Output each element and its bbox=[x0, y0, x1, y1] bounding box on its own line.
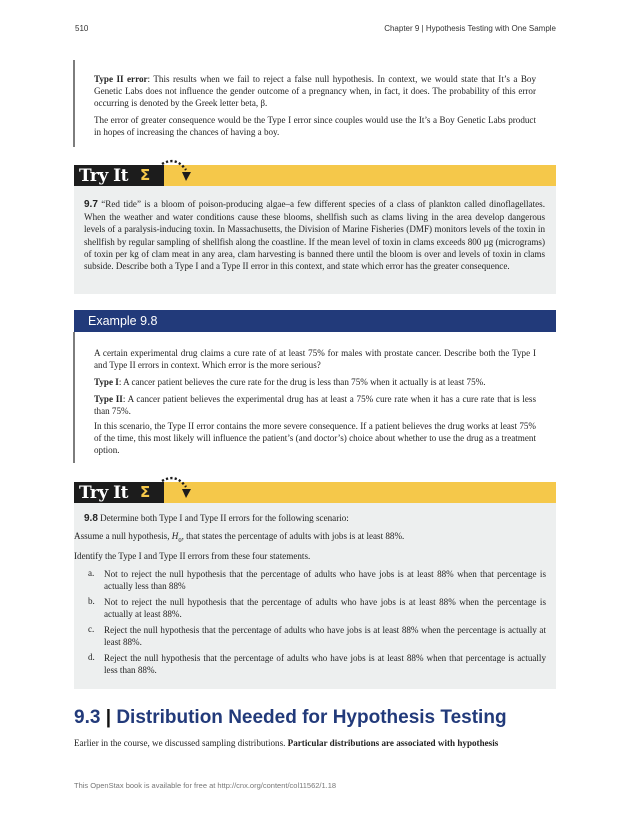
type2-definition: Type II error: This results when we fail to reject a false null hypothesis. In context, we would state that It’s a Boy Genetic Labs does not influence the gender outcome of a pregnancy when, in fact, it does. The probability of this error occurring is denoted by the Greek letter beta, β. bbox=[94, 74, 536, 109]
example-type2: Type II: A cancer patient believes the experimental drug has at least a 75% cure rate when it has a cure rate that is less than 75%. bbox=[94, 394, 536, 417]
example-title: Example 9.8 bbox=[88, 314, 158, 328]
exercise-9-8-prompt: 9.8 Determine both Type I and Type II errors for the following scenario: bbox=[84, 513, 349, 524]
identify-instruction: Identify the Type I and Type II errors from these four statements. bbox=[74, 551, 311, 561]
list-letter-a: a. bbox=[88, 568, 95, 578]
list-letter-c: c. bbox=[88, 624, 95, 634]
example-intro: A certain experimental drug claims a cure rate of at least 75% for males with prostate cancer. Describe both the Type I and Type II errors in context. Which error is the more serious? bbox=[94, 348, 536, 371]
try-it-label: Try It Σ bbox=[74, 165, 164, 186]
null-hypothesis-statement: Assume a null hypothesis, $H_0$, that states the percentage of adults with jobs is at least 88%. bbox=[74, 531, 405, 544]
exercise-9-7: 9.7 “Red tide” is a bloom of poison-producing algae–a few different species of a class of plankton called dinoflagellates. When the weather and water conditions cause these blooms, shellfish such as clams living in the area develop dangerous levels of a paralysis-inducing toxin. In Massachusetts, the Division of Marine Fisheries (DMF) monitors levels of the toxin in shellfish by regular sampling of shellfish along the coastline. If the mean level of toxin in clams exceeds 800 μg (micrograms) of toxin per kg of clam meat in any area, clam harvesting is banned there until the bloom is over and levels of toxin in clams subside. Describe both a Type I and a Type II error in this context, and state which error has the greater consequence. bbox=[84, 199, 545, 272]
example-left-rule bbox=[73, 332, 75, 463]
section-intro: Earlier in the course, we discussed sampling distributions. Particular distributions are associated with hypothesis bbox=[74, 738, 499, 748]
footer: This OpenStax book is available for free at http://cnx.org/content/col11562/1.18 bbox=[74, 781, 337, 790]
example-header bbox=[74, 310, 556, 332]
dotted-arrow-icon bbox=[158, 156, 194, 186]
section-heading: 9.3 | Distribution Needed for Hypothesis Testing bbox=[74, 707, 507, 728]
example-conclusion: In this scenario, the Type II error contains the more severe consequence. If a patient believes the drug works at least 75% of the time, this most likely will influence the patient’s (and doctor’s) choice about whether to use the drug as a treatment option. bbox=[94, 421, 536, 456]
left-border-rule bbox=[73, 60, 75, 147]
list-item-d: Reject the null hypothesis that the percentage of adults who have jobs is at least 88% when that percentage is actually less than 88%. bbox=[104, 653, 546, 676]
list-item-b: Not to reject the null hypothesis that the percentage of adults who have jobs is at least 88% when the percentage is actually at least 88%. bbox=[104, 597, 546, 620]
sigma-icon: Σ bbox=[140, 483, 151, 501]
sigma-icon: Σ bbox=[140, 166, 151, 184]
dotted-arrow-icon bbox=[158, 473, 194, 503]
example-type1: Type I: A cancer patient believes the cure rate for the drug is less than 75% when it actually is at least 75%. bbox=[94, 377, 486, 387]
page-number: 510 bbox=[75, 24, 89, 33]
list-item-a: Not to reject the null hypothesis that the percentage of adults who have jobs is at least 88% when that percentage is actually less than 88% bbox=[104, 569, 546, 592]
try-it-label-2: Try It Σ bbox=[74, 482, 164, 503]
list-item-c: Reject the null hypothesis that the percentage of adults who have jobs is at least 88% when the percentage is actually at least 88%. bbox=[104, 625, 546, 648]
list-letter-b: b. bbox=[88, 596, 95, 606]
list-letter-d: d. bbox=[88, 652, 95, 662]
chapter-header: Chapter 9 | Hypothesis Testing with One Sample bbox=[384, 24, 556, 33]
consequence-paragraph: The error of greater consequence would be the Type I error since couples would use the It’s a Boy Genetic Labs product in hopes of increasing the chances of having a boy. bbox=[94, 115, 536, 138]
